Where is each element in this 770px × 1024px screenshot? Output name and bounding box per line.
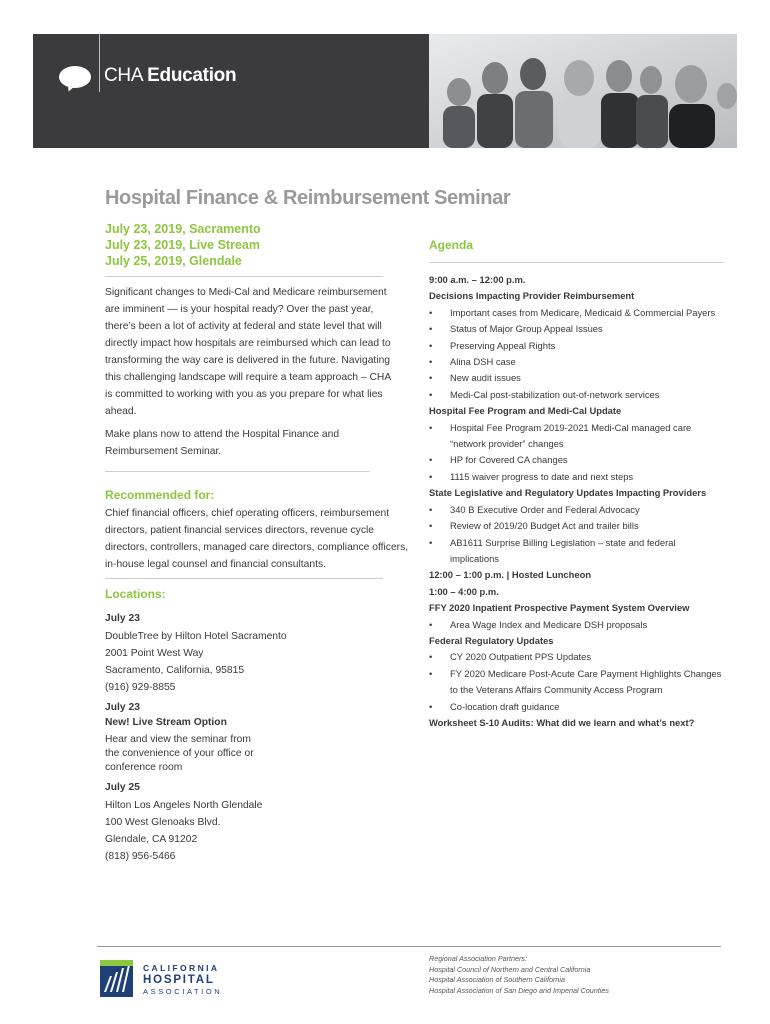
recommended-heading: Recommended for:: [105, 488, 215, 502]
agenda-item: • Alina DSH case: [429, 354, 734, 370]
brand-name: CHA Education: [104, 65, 237, 86]
agenda-session-heading: 12:00 – 1:00 p.m. | Hosted Luncheon: [429, 569, 592, 581]
location-date: July 23: [105, 613, 140, 624]
agenda-item: implications: [450, 552, 499, 564]
left-divider-1: [105, 276, 383, 277]
locations-heading: Locations:: [105, 587, 166, 601]
agenda-session-heading: 1:00 – 4:00 p.m.: [429, 585, 499, 597]
regional-partners: Regional Association Partners: Hospital Council of Northern and Central California Hospital Association of Southern California Hospital Association of San Diego and Imperial Counties: [429, 954, 609, 995]
agenda-item: • Co-location draft guidance: [429, 699, 734, 715]
agenda-session-heading: Decisions Impacting Provider Reimbursement: [429, 290, 635, 302]
cha-education-logo: [59, 64, 91, 94]
agenda-session-heading: Hospital Fee Program and Medi-Cal Update: [429, 405, 622, 417]
location-sacramento: July 23 DoubleTree by Hilton Hotel Sacramento 2001 Point West Way Sacramento, California, 95815 (916) 929-8855: [105, 613, 287, 693]
date-live-stream: July 23, 2019, Live Stream: [105, 238, 260, 252]
agenda-session-heading: FFY 2020 Inpatient Prospective Payment System Overview: [429, 602, 690, 614]
date-sacramento: July 23, 2019, Sacramento: [105, 222, 261, 236]
agenda-item: • 340 B Executive Order and Federal Advocacy: [429, 502, 734, 518]
location-date: July 25: [105, 782, 140, 793]
agenda-heading: Agenda: [429, 238, 474, 252]
recommended-text: Chief financial officers, chief operating officers, reimbursement directors, patient financial services directors, revenue cycle directors, controllers, managed care directors, compliance officers, in-house legal counsel and financial consultants.: [105, 508, 409, 570]
seminar-dates: [105, 221, 261, 269]
agenda-session-heading: Federal Regulatory Updates: [429, 634, 554, 646]
left-divider-2: [105, 471, 370, 472]
agenda-item: • New audit issues: [429, 370, 734, 386]
agenda-item: • AB1611 Surprise Billing Legislation – state and federal: [429, 535, 734, 551]
agenda-list: [429, 272, 734, 731]
audience-photo-image: [429, 34, 737, 148]
cha-logo-text: CALIFORNIA HOSPITAL ASSOCIATION: [143, 963, 223, 996]
agenda-session-heading: Worksheet S-10 Audits: What did we learn and what’s next?: [429, 716, 695, 728]
left-divider-3: [105, 578, 383, 579]
location-date: July 23: [105, 702, 140, 713]
agenda-item: • Status of Major Group Appeal Issues: [429, 321, 734, 337]
agenda-item: • HP for Covered CA changes: [429, 452, 734, 468]
speech-bubble-icon: [59, 64, 91, 94]
date-glendale: July 25, 2019, Glendale: [105, 254, 242, 268]
page-title: Hospital Finance & Reimbursement Seminar: [105, 187, 511, 209]
agenda-divider: [429, 262, 724, 263]
live-stream-title: New! Live Stream Option: [105, 717, 227, 728]
agenda-item: • Important cases from Medicare, Medicaid & Commercial Payers: [429, 305, 734, 321]
agenda-item: • Medi-Cal post-stabilization out-of-network services: [429, 387, 734, 403]
agenda-item: • Hospital Fee Program 2019-2021 Medi-Cal managed care: [429, 420, 734, 436]
agenda-item: • 1115 waiver progress to date and next steps: [429, 469, 734, 485]
plans-paragraph: Make plans now to attend the Hospital Finance and Reimbursement Seminar.: [105, 429, 340, 457]
agenda-item: • Review of 2019/20 Budget Act and trailer bills: [429, 518, 734, 534]
agenda-item: “network provider” changes: [450, 438, 564, 450]
agenda-item: • Area Wage Index and Medicare DSH proposals: [429, 617, 734, 633]
cha-logo-mark-icon: [100, 960, 133, 997]
agenda-item: • Preserving Appeal Rights: [429, 338, 734, 354]
header-banner: [33, 34, 737, 148]
agenda-item: • CY 2020 Outpatient PPS Updates: [429, 649, 734, 665]
agenda-session-heading: 9:00 a.m. – 12:00 p.m.: [429, 274, 526, 285]
agenda-item: to the Veterans Affairs Community Access Program: [450, 684, 663, 696]
footer-divider: [97, 946, 721, 947]
location-glendale: July 25 Hilton Los Angeles North Glendale 100 West Glenoaks Blvd. Glendale, CA 91202 (818) 956-5466: [105, 782, 263, 862]
intro-paragraph: Significant changes to Medi-Cal and Medicare reimbursement are imminent — is your hospital ready? Over the past year, there’s been a lot of activity at federal and state level that will directly impact how hospitals are reimbursed which can lead to transforming the way care is delivered in the future. Navigating this challenging landscape will require a team approach – CHA is committed to working with you as you prepare for what lies ahead.: [105, 287, 392, 417]
agenda-session-heading: State Legislative and Regulatory Updates Impacting Providers: [429, 487, 707, 499]
banner-divider: [99, 34, 100, 92]
agenda-item: • FY 2020 Medicare Post-Acute Care Payment Highlights Changes: [429, 666, 734, 682]
location-live-stream: July 23 New! Live Stream Option Hear and view the seminar from the convenience of your office or conference room: [105, 702, 254, 773]
